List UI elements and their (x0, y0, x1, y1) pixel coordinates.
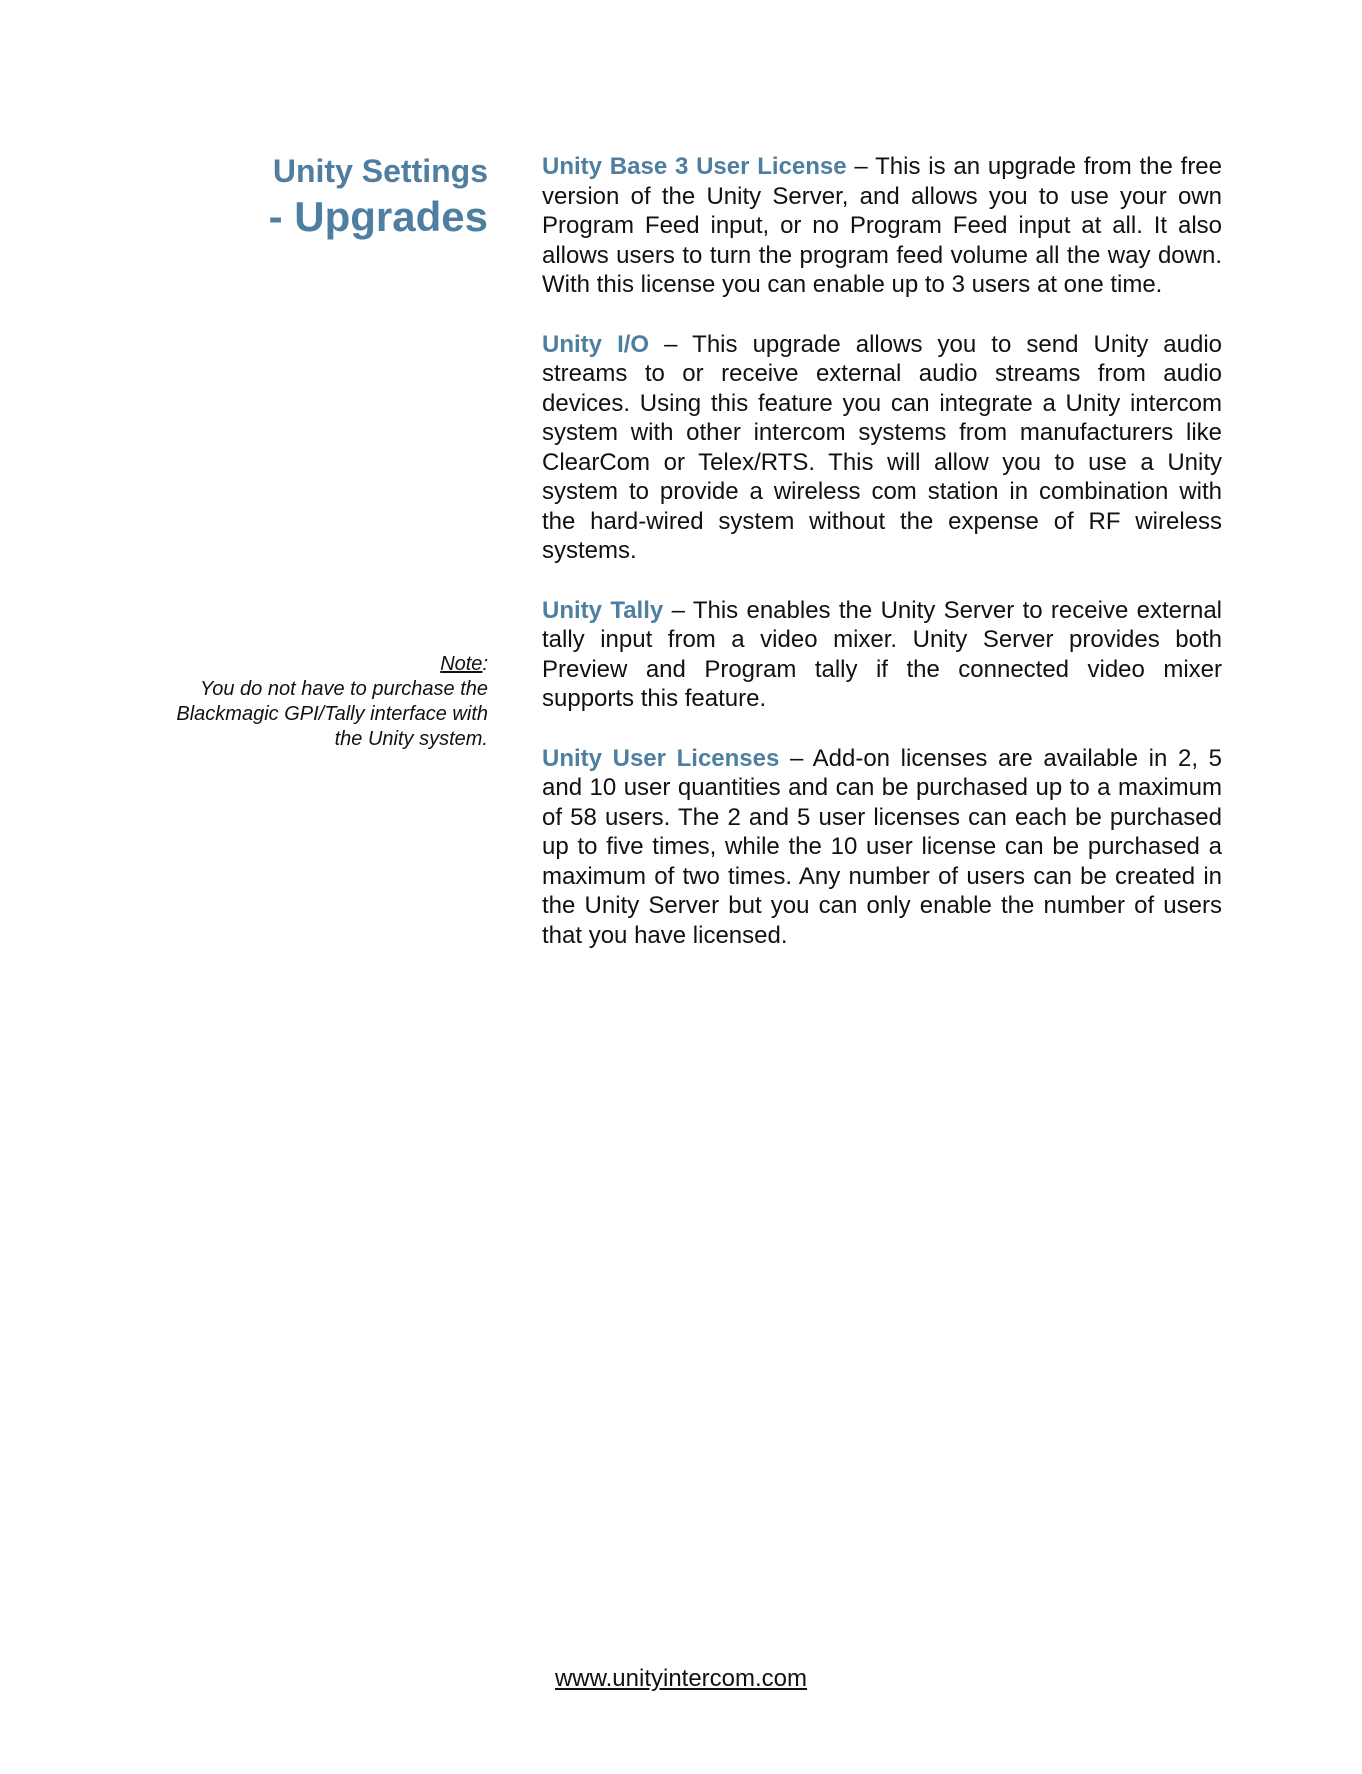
note-label (128, 652, 488, 677)
side-note (128, 652, 488, 752)
page-title-line1: Unity Settings (272, 153, 488, 189)
section-body: – This upgrade allows you to send Unity audio streams to or receive external audio streams from audio devices. Using this feature you can integrate a Unity intercom system with other intercom systems from manufacturers like ClearCom or Telex/RTS. This will allow you to use a Unity system to provide a wireless com station in combination with the hard-wired system without the expense of RF wireless systems. (542, 330, 1222, 564)
section-body: – Add-on licenses are available in 2, 5 and 10 user quantities and can be purchased up to a maximum of 58 users. The 2 and 5 user licenses can each be purchased up to five times, while the 10 user license can be purchased a maximum of two times. Any number of users can be created in the Unity Server but you can only enable the number of users that you have licensed. (542, 744, 1222, 949)
section-heading: Unity Base 3 User License (542, 153, 847, 180)
note-label-text: Note (440, 653, 483, 675)
section-heading: Unity I/O (542, 330, 650, 358)
note-text-line-1: You do not have to purchase the (200, 678, 488, 700)
section-heading: Unity Tally (542, 596, 664, 624)
section-unity-io (542, 330, 1222, 566)
note-text-line-2: Blackmagic GPI/Tally interface with (176, 703, 488, 725)
section-user-licenses (542, 744, 1222, 951)
section-body: – This is an upgrade from the free version of the Unity Server, and allows you to use your own Program Feed input, or no Program Feed input at all. It also allows users to turn the program feed volume all the way down. With this license you can enable up to 3 users at one time. (542, 153, 1223, 298)
main-content (542, 152, 1222, 980)
section-unity-tally (542, 596, 1222, 714)
page-title (269, 152, 488, 242)
section-body: – This enables the Unity Server to receive external tally input from a video mixer. Unity Server provides both Preview and Program tally if the connected video mixer supports this feature. (542, 596, 1223, 712)
footer-website-link[interactable]: www.unityintercom.com (554, 1665, 808, 1692)
note-text-line-3: the Unity system. (334, 728, 488, 750)
section-heading: Unity User Licenses (542, 744, 780, 772)
page-title-line2: - Upgrades (268, 193, 488, 241)
section-base-license (542, 152, 1222, 300)
note-label-colon: : (482, 653, 488, 675)
